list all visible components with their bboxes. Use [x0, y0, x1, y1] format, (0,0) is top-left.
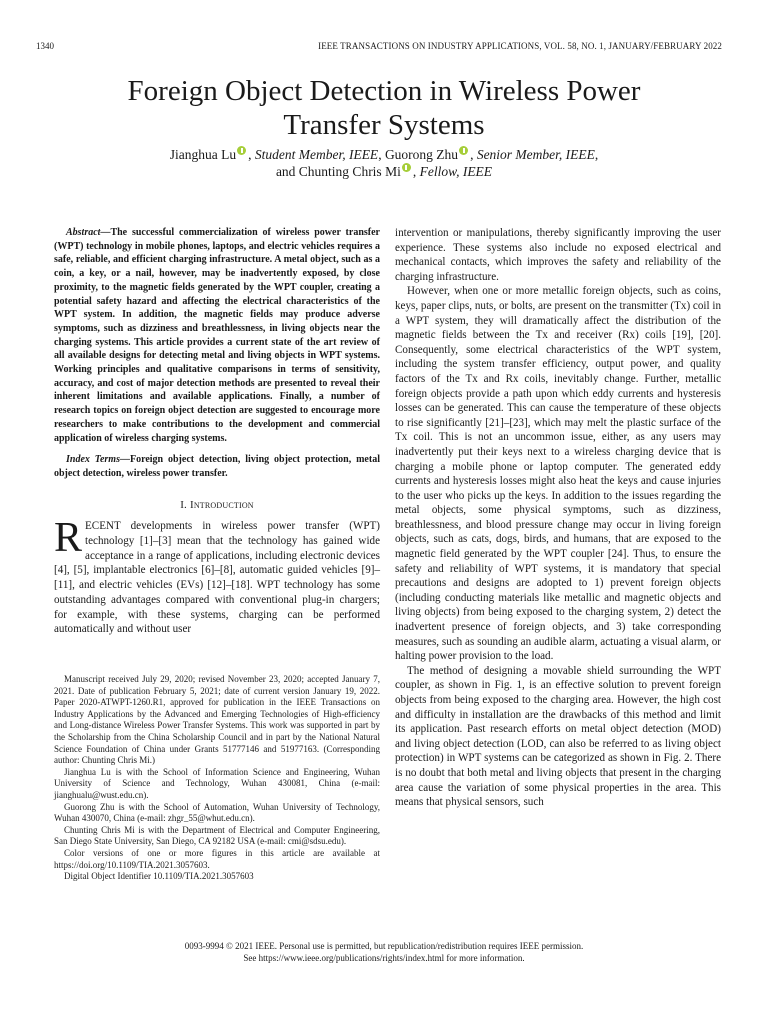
copyright-line-2: See https://www.ieee.org/publications/rights/index.html for more information. — [243, 953, 525, 963]
abstract — [54, 226, 380, 445]
footnotes — [54, 674, 380, 883]
author-name: Jianghua Lu — [169, 147, 237, 162]
author-role: Student Member, IEEE — [254, 147, 379, 162]
footnote-affiliation: Jianghua Lu is with the School of Information Science and Engineering, Wuhan University of Science and Technology, Wuhan 430081, China (e-mail: jianghualu@wust.edu.cn). — [54, 766, 380, 800]
section-title: Introduction — [189, 498, 254, 511]
orcid-icon[interactable] — [237, 146, 246, 155]
abstract-label: Abstract— — [66, 227, 111, 238]
paper-title-line-2: Transfer Systems — [283, 109, 485, 141]
body-paragraph: The method of designing a movable shield surrounding the WPT coupler, as shown in Fig. 1, is an effective solution to prevent foreign objects from being exposed to the charging area. However, the high cost and difficulty in installation are the drawbacks of this method and limit its application. Past research efforts on metal object detection (MOD) and living object detection (LOD, can also be referred to as living object protection) in WPT systems can be categorized as shown in Fig. 2. There is no doubt that both metal and living objects that present in the charging area cause the variation of some physical properties in the area. This means that physical sensors, such — [395, 664, 721, 809]
footnote-doi: Digital Object Identifier 10.1109/TIA.2021.3057603 — [64, 871, 254, 882]
index-terms — [54, 453, 380, 480]
running-header: IEEE TRANSACTIONS ON INDUSTRY APPLICATIONS, VOL. 58, NO. 1, JANUARY/FEBRUARY 2022 — [318, 41, 722, 51]
orcid-icon[interactable] — [402, 163, 411, 172]
copyright-line-1: 0093-9994 © 2021 IEEE. Personal use is permitted, but republication/redistribution requires IEEE permission. — [184, 941, 584, 951]
page-number: 1340 — [36, 41, 54, 51]
footnote-color: Color versions of one or more figures in this article are available at https://doi.org/10.1109/TIA.2021.3057603. — [54, 847, 380, 870]
title-block — [40, 74, 728, 180]
footnote-affiliation: Chunting Chris Mi is with the Department of Electrical and Computer Engineering, San Diego State University, San Diego, CA 92182 USA (e-mail: cmi@sdsu.edu). — [54, 824, 380, 847]
drop-cap: R — [54, 515, 83, 562]
index-terms-text: Foreign object detection, living object protection, metal object detection, wireless power transfer. — [54, 454, 380, 479]
paper-title-line-1: Foreign Object Detection in Wireless Power — [127, 75, 641, 107]
section-numeral: I. — [180, 498, 190, 511]
body-paragraph: However, when one or more metallic foreign objects, such as coins, keys, paper clips, nuts, or bolts, are present on the transmitter (Tx) coil in a WPT system, they will dramatically affect the distribution of the magnetic fields between the Tx and receiver (Rx) coils [19], [20]. Consequently, some electrical characteristics of the WPT system, including the system transfer efficiency, output power, and quality factors of the Tx and Rx coils, inevitably change. Further, metallic foreign objects provide a path upon which eddy currents and hysteresis losses can be generated. This can cause the temperature of these objects to rise significantly [21]–[23], which may melt the plastic surface of the Tx coil. This is not an uncommon issue, either, as any users may inadvertently put their keys next to a wireless charging device that is charging a mobile phone or laptop computer. The generated eddy currents and hysteresis losses might also heat the keys and cause injuries to the user who picks up the keys. In addition to the issues regarding the metal objects, some physical symptoms, such as dizziness, breathlessness, and blood pressure change may occur in living foreign objects, such as cats, dogs, birds, and humans, that are exposed to the magnetic field generated by the WPT coupler [24]. Thus, to ensure the safety and reliability of WPT systems, it is mandatory that special precautions and designs are adopted to 1) prevent foreign objects (including conducting materials like metallic and magnetic objects and living objects) from being exposed to the charging system, 2) detect the inadvertent presence of foreign objects, and 3) take corresponding measures, such as sounding an audible alarm, actuating a visual alarm, or halting power provision to the load. — [395, 285, 721, 663]
abstract-text: The successful commercialization of wireless power transfer (WPT) technology in mobile phones, laptops, and electric vehicles requires a safe, reliable, and efficient charging infrastructure. A metal object, such as a coin, a key, or a nail, however, may be inadvertently exposed, by close proximity, to the magnetic fields generated by the WPT coupler, creating a potential safety hazard and affecting the electrical characteristics of the WPT system. In addition, the magnetic fields may produce adverse symptoms, such as dizziness and breathlessness, in living objects near the charging systems. This article provides a current state of the art review of all available designs for detecting metal and living objects in WPT systems. Working principles and qualitative comparisons in terms of sensitivity, accuracy, and cost of major detection methods are presented to reveal their inherent limitations and available applications. Finally, a number of research topics on foreign object detection are suggested to encourage more researchers to make contributions to the development and commercial application of wireless charging systems. — [54, 227, 380, 444]
index-terms-label: Index Terms— — [66, 454, 130, 466]
intro-paragraph — [54, 515, 380, 637]
right-column — [395, 226, 721, 810]
footnote-affiliation: Guorong Zhu is with the School of Automation, Wuhan University of Technology, Wuhan 430070, China (e-mail: zhgr_55@whut.edu.cn). — [54, 801, 380, 824]
copyright-notice — [0, 940, 768, 964]
author-name: Guorong Zhu — [384, 147, 459, 162]
author-name: and Chunting Chris Mi — [275, 164, 401, 179]
orcid-icon[interactable] — [459, 146, 468, 155]
body-paragraph: intervention or manipulations, thereby significantly improving the user experience. These systems also include no exposed electrical and mechanical contacts, which improves the safety and reliability of the charging infrastructure. — [395, 227, 721, 283]
intro-text: ECENT developments in wireless power transfer (WPT) technology [1]–[3] mean that the technology has gained wide acceptance in a range of applications, including electronic devices [4], [5], implantable electronics [6]–[8], automatic guided vehicles [9]–[11], and electric vehicles (EVs) [12]–[18]. WPT technology has some outstanding advantages compared with conventional plug-in chargers; for example, with these systems, charging can be performed automatically and without user — [54, 520, 380, 636]
left-column — [54, 226, 380, 637]
author-list: Jianghua Lu , Student Member, IEEE, Guorong Zhu , Senior Member, IEEE, and Chunting Chris Mi , Fellow, IEEE — [169, 147, 599, 179]
footnote-received: Manuscript received July 29, 2020; revised November 23, 2020; accepted January 7, 2021. Date of publication February 5, 2021; date of current version January 19, 2022. Paper 2020-ATWPT-1260.R1, approved for publication in the IEEE Transactions on Industry Applications by the Advanced and Emerging Technologies of High-efficiency and Long-distance Wireless Power Transfer Systems. This work was supported in part by the Scholarship from the China Scholarship Council and in part by the National Natural Science Foundation of China under Grants 51777146 and 51977163. (Corresponding author: Chunting Chris Mi.) — [54, 674, 380, 766]
author-role: Fellow, IEEE — [419, 164, 493, 179]
section-heading — [54, 499, 380, 513]
author-role: Senior Member, IEEE — [476, 147, 595, 162]
